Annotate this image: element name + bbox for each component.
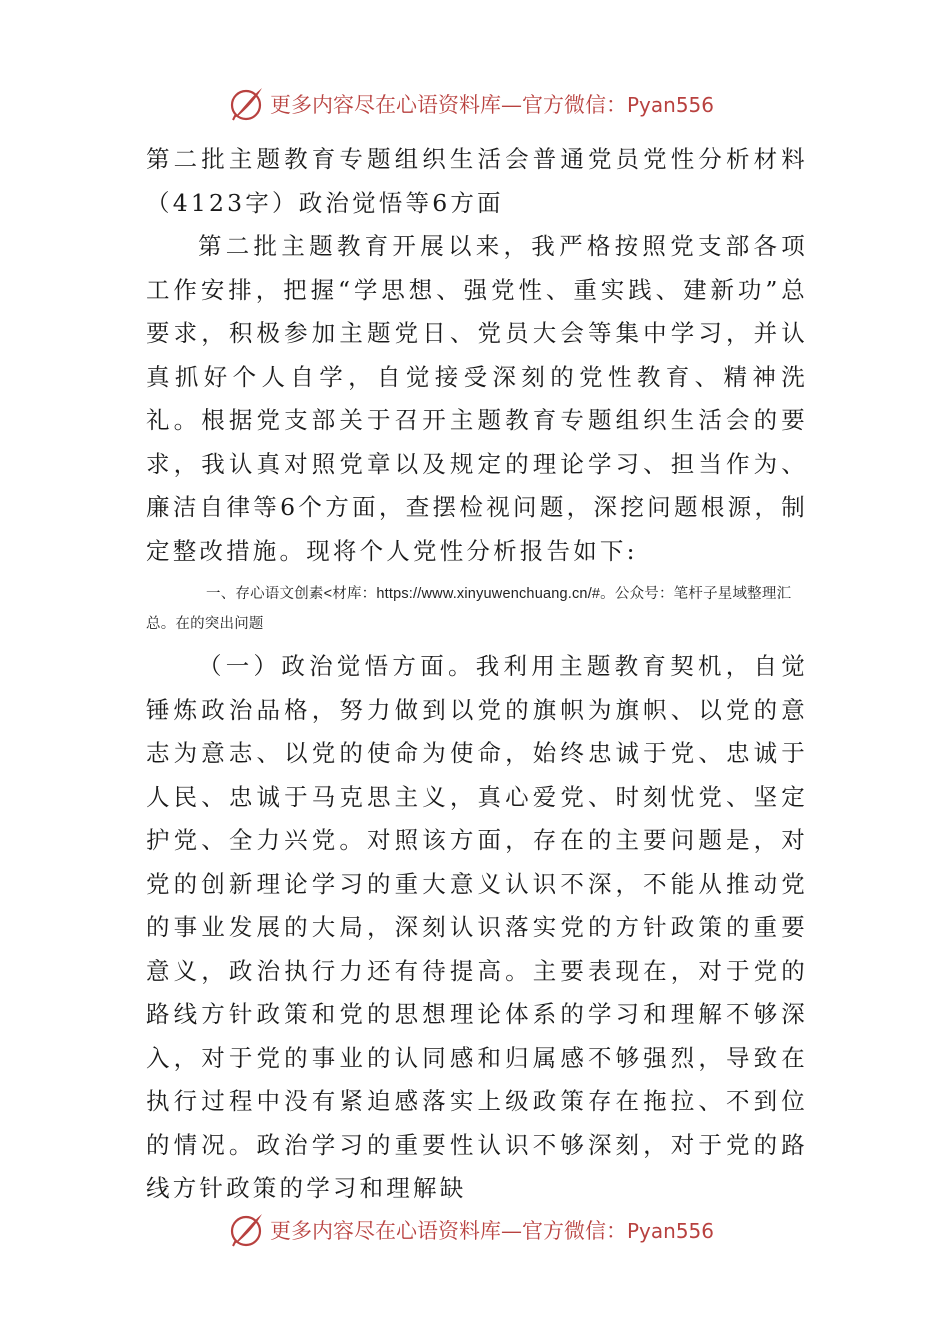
banner-site-name: 更多内容尽在心语资料库 <box>270 1219 501 1243</box>
banner-wechat-id: Pyan556 <box>627 1219 715 1243</box>
section-heading: 一、存心语文创素<材库：https://www.xinyuwenchuang.cn/#。公众号：笔杆子星域整理汇总。在的突出问题 <box>146 586 792 632</box>
banner-separator: — <box>501 1219 522 1243</box>
banner-wechat-id: Pyan556 <box>627 93 715 117</box>
banner-text <box>270 89 714 119</box>
banner-site-name: 更多内容尽在心语资料库 <box>270 93 501 117</box>
banner-official-label: 官方微信： <box>522 1219 627 1243</box>
banner-separator: — <box>501 93 522 117</box>
document-title: 第二批主题教育专题组织生活会普通党员党性分析材料（4123字）政治觉悟等6方面 <box>146 145 808 217</box>
section-1-paragraph: （一）政治觉悟方面。我利用主题教育契机，自觉锤炼政治品格，努力做到以党的旗帜为旗帜、以党的意志为意志、以党的使命为使命，始终忠诚于党、忠诚于人民、忠诚于马克思主义，真心爱党、时刻忧党、坚定护党、全力兴党。对照该方面，存在的主要问题是，对党的创新理论学习的重大意义认识不深，不能从推动党的事业发展的大局，深刻认识落实党的方针政策的重要意义，政治执行力还有待提高。主要表现在，对于党的路线方针政策和党的思想理论体系的学习和理解不够深入，对于党的事业的认同感和归属感不够强烈，导致在执行过程中没有紧迫感落实上级政策存在拖拉、不到位的情况。政治学习的重要性认识不够深刻，对于党的路线方针政策的学习和理解缺 <box>146 652 808 1202</box>
quill-logo-icon <box>226 1210 266 1250</box>
header-banner <box>226 82 714 126</box>
banner-text <box>270 1215 714 1245</box>
intro-paragraph: 第二批主题教育开展以来，我严格按照党支部各项工作安排，把握“学思想、强党性、重实践、建新功”总要求，积极参加主题党日、党员大会等集中学习，并认真抓好个人自学，自觉接受深刻的党性教育、精神洗礼。根据党支部关于召开主题教育专题组织生活会的要求，我认真对照党章以及规定的理论学习、担当作为、廉洁自律等6个方面，查摆检视问题，深挖问题根源，制定整改措施。现将个人党性分析报告如下: <box>146 232 808 565</box>
document-body <box>146 137 808 1211</box>
banner-official-label: 官方微信： <box>522 93 627 117</box>
footer-banner <box>226 1208 714 1252</box>
quill-logo-icon <box>226 84 266 124</box>
